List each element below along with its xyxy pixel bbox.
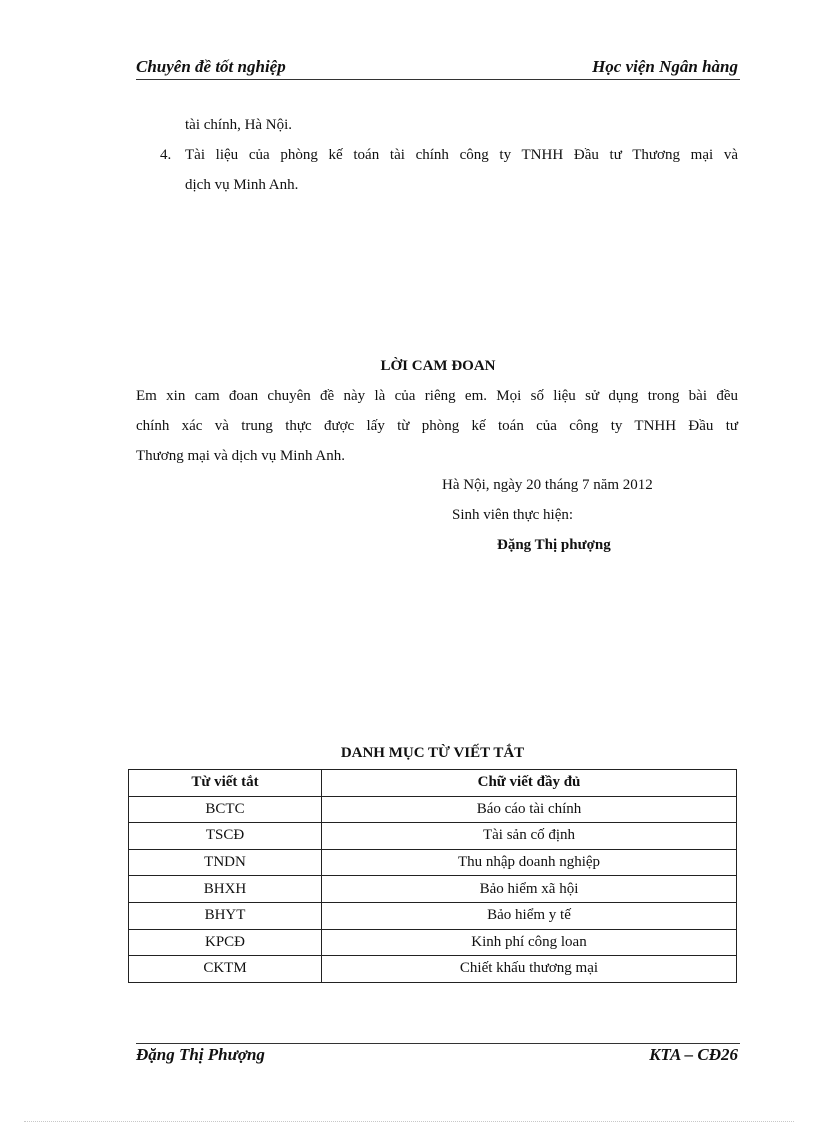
- declaration-line-2: chính xác và trung thực được lấy từ phòng kế toán của công ty TNHH Đầu tư: [136, 418, 738, 434]
- table-row: [129, 956, 737, 983]
- table-row: [129, 876, 737, 903]
- place-date: Hà Nội, ngày 20 tháng 7 năm 2012: [442, 477, 653, 493]
- full-form-cell: Tài sản cố định: [322, 823, 737, 850]
- abbreviations-title: DANH MỤC TỪ VIẾT TẮT: [340, 745, 525, 761]
- signer-label: Sinh viên thực hiện:: [452, 507, 574, 523]
- table-header-row: [129, 770, 737, 797]
- abbreviation-cell: TNDN: [129, 849, 322, 876]
- table-row: [129, 929, 737, 956]
- reference-number: 4.: [160, 147, 172, 163]
- header-divider: [136, 79, 740, 80]
- full-form-cell: Bảo hiểm xã hội: [322, 876, 737, 903]
- reference-item-4-line1: Tài liệu của phòng kế toán tài chính công ty TNHH Đầu tư Thương mại và: [185, 147, 738, 163]
- table-row: [129, 849, 737, 876]
- column-header-full-form: Chữ viết đầy đủ: [322, 770, 737, 797]
- table-row: [129, 902, 737, 929]
- declaration-title: LỜI CAM ĐOAN: [380, 358, 496, 374]
- header-right-institution: Học viện Ngân hàng: [592, 57, 738, 76]
- footer-author: Đặng Thị Phượng: [136, 1045, 265, 1064]
- header-left-title: Chuyên đề tốt nghiệp: [136, 57, 286, 76]
- abbreviations-table: [128, 769, 737, 983]
- abbreviation-cell: KPCĐ: [129, 929, 322, 956]
- reference-continuation: tài chính, Hà Nội.: [185, 117, 293, 133]
- full-form-cell: Kinh phí công loan: [322, 929, 737, 956]
- table-row: [129, 823, 737, 850]
- abbreviation-cell: CKTM: [129, 956, 322, 983]
- abbreviation-cell: TSCĐ: [129, 823, 322, 850]
- table-row: [129, 796, 737, 823]
- footer-divider: [136, 1043, 740, 1044]
- abbreviation-cell: BHXH: [129, 876, 322, 903]
- abbreviation-cell: BHYT: [129, 902, 322, 929]
- full-form-cell: Thu nhập doanh nghiệp: [322, 849, 737, 876]
- column-header-abbreviation: Từ viết tắt: [129, 770, 322, 797]
- page-break-line: [24, 1121, 794, 1122]
- declaration-line-1: Em xin cam đoan chuyên đề này là của riêng em. Mọi số liệu sử dụng trong bài đều: [136, 388, 738, 404]
- reference-item-4-line2: dịch vụ Minh Anh.: [185, 177, 299, 193]
- full-form-cell: Chiết khấu thương mại: [322, 956, 737, 983]
- abbreviation-cell: BCTC: [129, 796, 322, 823]
- signer-name: Đặng Thị phượng: [497, 537, 611, 553]
- footer-class-code: KTA – CĐ26: [649, 1045, 738, 1064]
- full-form-cell: Báo cáo tài chính: [322, 796, 737, 823]
- full-form-cell: Bảo hiểm y tế: [322, 902, 737, 929]
- declaration-line-3: Thương mại và dịch vụ Minh Anh.: [136, 448, 345, 464]
